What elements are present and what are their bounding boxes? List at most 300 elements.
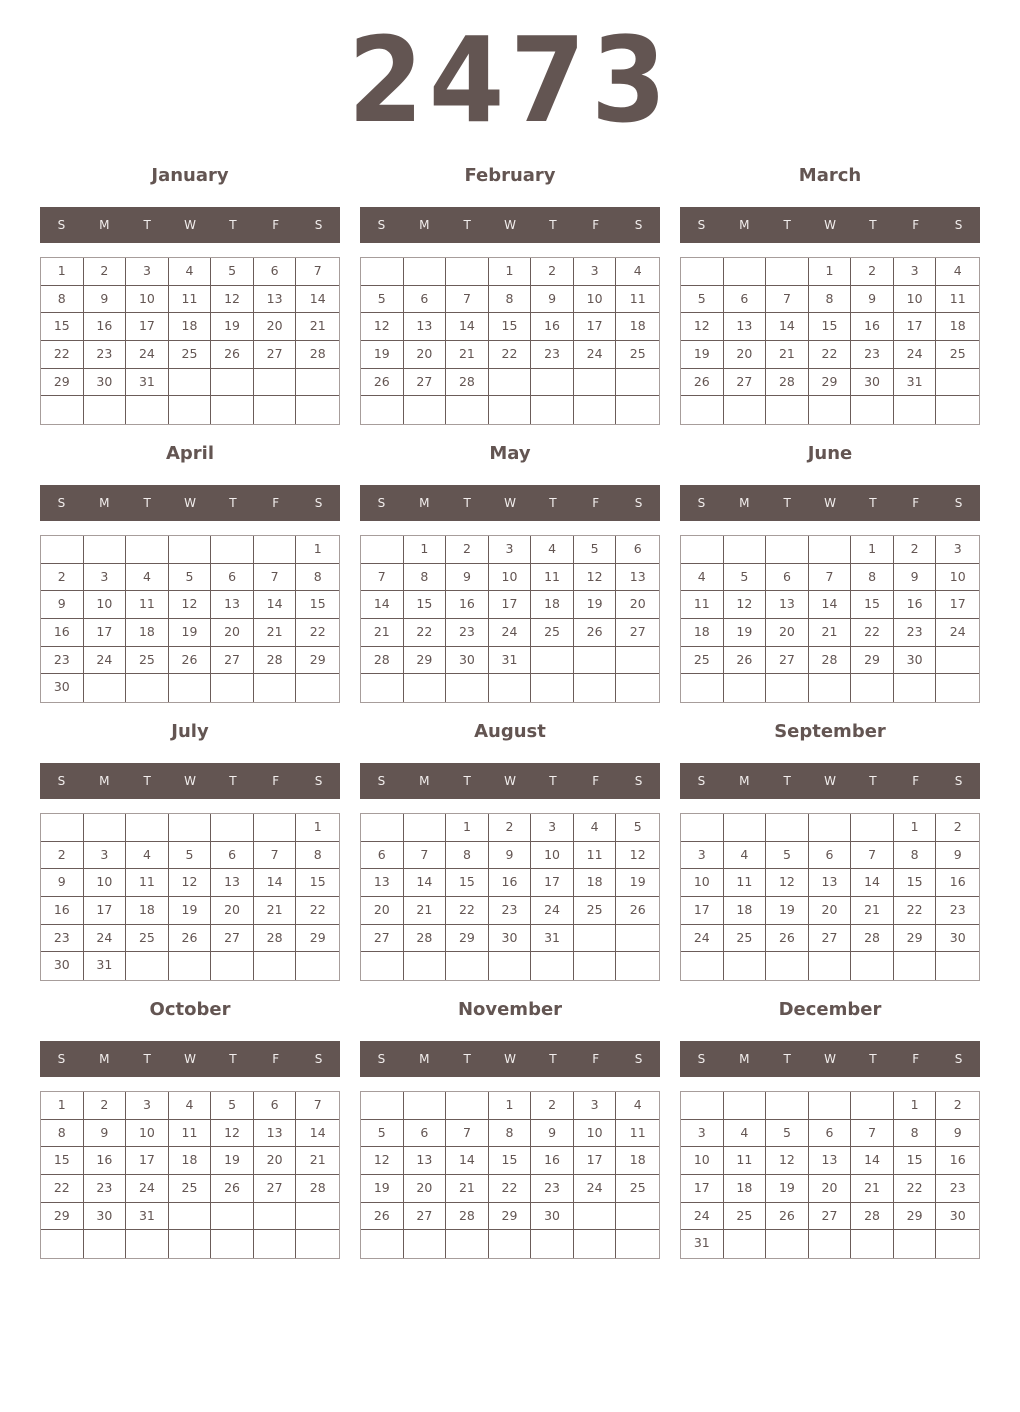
day-cell: 15 [41, 313, 84, 341]
day-cell: 16 [851, 313, 894, 341]
day-cell: 9 [84, 286, 127, 314]
day-cell: 17 [681, 1175, 724, 1203]
day-cell: 8 [41, 286, 84, 314]
weekday-label: S [697, 496, 706, 510]
day-cell [296, 1230, 339, 1258]
day-cell: 26 [211, 1175, 254, 1203]
day-cell: 16 [531, 1147, 574, 1175]
day-cell: 29 [41, 1203, 84, 1231]
weekday-label: F [272, 496, 280, 510]
day-cell [894, 396, 937, 424]
day-cell: 21 [446, 1175, 489, 1203]
day-cell [169, 952, 212, 980]
day-cell: 6 [809, 842, 852, 870]
day-cell [616, 674, 659, 702]
day-cell [894, 674, 937, 702]
day-cell: 11 [169, 286, 212, 314]
day-cell: 6 [616, 536, 659, 564]
day-cell: 8 [446, 842, 489, 870]
weekday-label: T [143, 218, 151, 232]
day-cell: 24 [936, 619, 979, 647]
day-cell: 18 [616, 313, 659, 341]
weekday-label: M [99, 774, 110, 788]
weekday-label: T [869, 218, 877, 232]
weekday-label: T [229, 496, 237, 510]
day-cell: 15 [296, 591, 339, 619]
day-cell [616, 396, 659, 424]
weekday-label: T [463, 496, 471, 510]
day-cell: 21 [361, 619, 404, 647]
day-cell [724, 258, 767, 286]
day-cell [404, 258, 447, 286]
day-cell: 27 [361, 925, 404, 953]
weekday-label: W [184, 774, 196, 788]
day-cell [126, 536, 169, 564]
day-cell: 8 [894, 1120, 937, 1148]
day-cell: 8 [851, 564, 894, 592]
day-cell: 4 [724, 842, 767, 870]
day-cell: 9 [446, 564, 489, 592]
day-cell: 20 [254, 1147, 297, 1175]
month-title: December [778, 999, 882, 1020]
weekday-label: W [824, 218, 836, 232]
day-cell [681, 952, 724, 980]
day-cell: 16 [446, 591, 489, 619]
weekday-label: T [549, 218, 557, 232]
day-cell: 11 [681, 591, 724, 619]
day-cell: 30 [41, 674, 84, 702]
day-grid [360, 813, 660, 981]
day-cell: 12 [361, 313, 404, 341]
day-cell: 7 [446, 286, 489, 314]
day-cell: 20 [404, 1175, 447, 1203]
day-cell [169, 814, 212, 842]
day-cell: 25 [574, 897, 617, 925]
day-cell: 11 [574, 842, 617, 870]
day-cell: 11 [616, 286, 659, 314]
weekday-label: W [184, 1052, 196, 1066]
day-cell: 6 [404, 1120, 447, 1148]
day-cell [724, 1092, 767, 1120]
day-cell: 15 [809, 313, 852, 341]
day-cell [404, 1230, 447, 1258]
day-cell [936, 674, 979, 702]
day-cell: 15 [489, 1147, 532, 1175]
day-cell [766, 536, 809, 564]
day-cell: 24 [681, 1203, 724, 1231]
day-cell [296, 674, 339, 702]
day-grid [360, 257, 660, 425]
day-cell: 7 [296, 1092, 339, 1120]
day-cell: 10 [84, 869, 127, 897]
day-cell: 10 [574, 1120, 617, 1148]
day-cell [766, 1092, 809, 1120]
day-cell: 29 [404, 647, 447, 675]
day-cell: 28 [851, 1203, 894, 1231]
weekday-label: W [824, 1052, 836, 1066]
day-cell: 16 [41, 897, 84, 925]
day-cell: 22 [296, 897, 339, 925]
day-cell: 3 [84, 842, 127, 870]
day-cell: 18 [724, 1175, 767, 1203]
day-cell: 23 [894, 619, 937, 647]
day-cell: 16 [489, 869, 532, 897]
day-cell [724, 1230, 767, 1258]
day-cell: 13 [809, 1147, 852, 1175]
weekday-label: T [549, 496, 557, 510]
day-cell: 26 [681, 369, 724, 397]
weekday-header [680, 207, 980, 243]
day-cell: 17 [126, 1147, 169, 1175]
day-cell [894, 1230, 937, 1258]
day-cell: 16 [41, 619, 84, 647]
day-cell: 13 [724, 313, 767, 341]
day-cell [446, 396, 489, 424]
day-cell: 2 [446, 536, 489, 564]
day-cell: 31 [681, 1230, 724, 1258]
weekday-label: F [592, 218, 600, 232]
day-cell: 4 [574, 814, 617, 842]
day-cell: 6 [404, 286, 447, 314]
day-cell [531, 1230, 574, 1258]
day-cell: 22 [489, 341, 532, 369]
day-cell: 20 [616, 591, 659, 619]
day-cell: 17 [84, 897, 127, 925]
day-cell: 25 [126, 647, 169, 675]
day-cell [724, 952, 767, 980]
day-cell: 28 [404, 925, 447, 953]
weekday-label: S [634, 774, 643, 788]
day-cell [254, 952, 297, 980]
day-cell: 22 [41, 1175, 84, 1203]
day-cell [211, 369, 254, 397]
day-grid [680, 257, 980, 425]
day-cell: 14 [404, 869, 447, 897]
day-cell: 16 [531, 313, 574, 341]
day-cell: 12 [169, 591, 212, 619]
day-cell: 12 [361, 1147, 404, 1175]
day-cell: 17 [574, 1147, 617, 1175]
day-cell: 10 [531, 842, 574, 870]
day-cell: 28 [766, 369, 809, 397]
day-cell: 11 [936, 286, 979, 314]
day-cell: 23 [41, 925, 84, 953]
day-cell [681, 1092, 724, 1120]
day-cell: 5 [724, 564, 767, 592]
day-cell: 24 [84, 647, 127, 675]
day-cell [574, 952, 617, 980]
day-cell: 5 [766, 1120, 809, 1148]
day-cell: 2 [531, 258, 574, 286]
day-cell: 8 [41, 1120, 84, 1148]
day-cell: 8 [296, 842, 339, 870]
day-cell: 1 [41, 1092, 84, 1120]
day-cell: 25 [724, 1203, 767, 1231]
day-cell: 26 [724, 647, 767, 675]
day-cell: 21 [296, 313, 339, 341]
day-cell: 16 [936, 1147, 979, 1175]
day-cell: 4 [531, 536, 574, 564]
month-title: November [457, 999, 563, 1020]
day-cell: 19 [724, 619, 767, 647]
day-cell: 26 [169, 925, 212, 953]
day-cell: 25 [936, 341, 979, 369]
day-cell: 12 [616, 842, 659, 870]
day-cell: 19 [681, 341, 724, 369]
day-cell: 2 [41, 564, 84, 592]
day-cell: 14 [361, 591, 404, 619]
day-cell: 29 [894, 925, 937, 953]
day-cell: 3 [574, 1092, 617, 1120]
day-cell [724, 396, 767, 424]
day-cell [84, 674, 127, 702]
day-cell: 17 [531, 869, 574, 897]
weekday-label: T [463, 1052, 471, 1066]
day-cell: 20 [211, 619, 254, 647]
day-cell: 3 [681, 1120, 724, 1148]
weekday-label: T [143, 496, 151, 510]
day-cell: 22 [41, 341, 84, 369]
day-cell [361, 674, 404, 702]
day-cell: 29 [489, 1203, 532, 1231]
weekday-header [40, 207, 340, 243]
day-cell [211, 1230, 254, 1258]
weekday-label: T [869, 774, 877, 788]
day-cell: 4 [169, 1092, 212, 1120]
day-cell: 17 [84, 619, 127, 647]
day-cell: 14 [296, 1120, 339, 1148]
day-cell [489, 674, 532, 702]
day-cell: 19 [169, 897, 212, 925]
weekday-label: S [314, 496, 323, 510]
weekday-label: W [184, 218, 196, 232]
weekday-label: T [229, 774, 237, 788]
day-cell: 4 [616, 258, 659, 286]
day-cell: 16 [936, 869, 979, 897]
day-cell: 22 [894, 1175, 937, 1203]
day-cell: 21 [404, 897, 447, 925]
day-cell [126, 674, 169, 702]
weekday-label: S [57, 774, 66, 788]
weekday-label: F [272, 218, 280, 232]
day-cell: 21 [446, 341, 489, 369]
weekday-label: M [419, 218, 430, 232]
day-cell [766, 258, 809, 286]
day-cell: 25 [616, 1175, 659, 1203]
day-cell: 19 [211, 313, 254, 341]
day-cell: 11 [724, 1147, 767, 1175]
day-cell: 22 [446, 897, 489, 925]
day-cell: 25 [724, 925, 767, 953]
day-cell: 2 [489, 814, 532, 842]
day-cell: 8 [894, 842, 937, 870]
day-cell: 6 [254, 1092, 297, 1120]
day-cell: 9 [894, 564, 937, 592]
day-cell [84, 396, 127, 424]
day-cell: 20 [766, 619, 809, 647]
day-cell: 21 [766, 341, 809, 369]
day-cell: 17 [489, 591, 532, 619]
day-cell: 19 [766, 897, 809, 925]
day-cell [851, 814, 894, 842]
day-grid [360, 1091, 660, 1259]
day-cell [616, 1203, 659, 1231]
weekday-label: S [377, 496, 386, 510]
day-cell: 9 [531, 286, 574, 314]
weekday-label: M [99, 1052, 110, 1066]
day-cell [169, 536, 212, 564]
weekday-label: S [314, 218, 323, 232]
day-cell [254, 674, 297, 702]
day-cell: 4 [126, 564, 169, 592]
day-cell: 6 [766, 564, 809, 592]
day-cell: 3 [489, 536, 532, 564]
day-grid [40, 535, 340, 703]
day-cell: 21 [851, 1175, 894, 1203]
weekday-label: W [504, 496, 516, 510]
weekday-header [40, 485, 340, 521]
day-cell: 25 [616, 341, 659, 369]
day-cell: 10 [126, 1120, 169, 1148]
day-cell: 13 [211, 591, 254, 619]
day-cell: 1 [41, 258, 84, 286]
day-cell: 6 [361, 842, 404, 870]
day-cell: 23 [446, 619, 489, 647]
day-cell [126, 1230, 169, 1258]
day-cell: 27 [724, 369, 767, 397]
day-cell: 22 [894, 897, 937, 925]
month-title: August [474, 721, 546, 742]
day-cell [296, 1203, 339, 1231]
day-cell: 10 [894, 286, 937, 314]
day-cell [531, 952, 574, 980]
weekday-label: F [912, 496, 920, 510]
day-cell: 3 [126, 1092, 169, 1120]
weekday-label: M [419, 1052, 430, 1066]
day-cell: 28 [296, 341, 339, 369]
day-cell: 26 [616, 897, 659, 925]
day-cell: 4 [126, 842, 169, 870]
day-cell: 7 [851, 842, 894, 870]
day-cell: 23 [41, 647, 84, 675]
day-grid [40, 1091, 340, 1259]
weekday-label: T [783, 774, 791, 788]
weekday-label: S [314, 774, 323, 788]
day-cell: 3 [84, 564, 127, 592]
day-cell: 19 [361, 1175, 404, 1203]
day-cell [936, 647, 979, 675]
day-cell: 13 [254, 1120, 297, 1148]
day-cell: 21 [254, 897, 297, 925]
weekday-label: S [954, 1052, 963, 1066]
day-cell: 28 [361, 647, 404, 675]
day-cell: 18 [681, 619, 724, 647]
day-cell: 9 [851, 286, 894, 314]
day-cell: 14 [446, 313, 489, 341]
day-cell: 2 [936, 1092, 979, 1120]
month-title: October [149, 999, 231, 1020]
day-grid [680, 1091, 980, 1259]
day-cell: 12 [766, 1147, 809, 1175]
day-cell: 18 [126, 897, 169, 925]
day-cell [126, 814, 169, 842]
day-cell: 7 [254, 564, 297, 592]
day-cell [446, 258, 489, 286]
day-cell [681, 814, 724, 842]
day-cell [851, 1230, 894, 1258]
day-cell: 4 [169, 258, 212, 286]
day-cell: 25 [681, 647, 724, 675]
day-cell: 8 [404, 564, 447, 592]
day-cell: 19 [361, 341, 404, 369]
day-cell: 15 [894, 1147, 937, 1175]
day-cell: 24 [126, 1175, 169, 1203]
day-cell [809, 396, 852, 424]
day-cell [361, 814, 404, 842]
weekday-label: F [272, 1052, 280, 1066]
day-grid [40, 813, 340, 981]
day-cell: 7 [296, 258, 339, 286]
day-cell: 10 [84, 591, 127, 619]
day-cell: 21 [809, 619, 852, 647]
day-cell [296, 952, 339, 980]
day-cell: 10 [936, 564, 979, 592]
year-title: 2473 [347, 11, 673, 149]
day-cell [169, 369, 212, 397]
day-cell: 28 [254, 647, 297, 675]
weekday-label: S [377, 1052, 386, 1066]
day-cell: 13 [766, 591, 809, 619]
day-cell [766, 396, 809, 424]
day-cell [809, 1230, 852, 1258]
day-cell [851, 674, 894, 702]
day-cell: 29 [894, 1203, 937, 1231]
day-cell: 18 [126, 619, 169, 647]
day-cell [616, 369, 659, 397]
day-cell: 8 [809, 286, 852, 314]
day-cell: 27 [809, 1203, 852, 1231]
day-cell [41, 536, 84, 564]
day-cell: 27 [254, 341, 297, 369]
weekday-header [40, 763, 340, 799]
day-cell: 19 [616, 869, 659, 897]
day-cell [766, 814, 809, 842]
day-cell: 9 [531, 1120, 574, 1148]
day-cell: 5 [766, 842, 809, 870]
day-cell: 29 [851, 647, 894, 675]
month-title: January [151, 165, 229, 186]
day-cell: 3 [531, 814, 574, 842]
day-cell [84, 536, 127, 564]
day-cell: 5 [211, 258, 254, 286]
day-cell: 30 [936, 925, 979, 953]
day-cell [254, 1203, 297, 1231]
weekday-label: S [57, 496, 66, 510]
weekday-label: S [377, 218, 386, 232]
day-cell [41, 814, 84, 842]
day-cell: 25 [126, 925, 169, 953]
day-cell: 5 [681, 286, 724, 314]
day-cell: 31 [126, 369, 169, 397]
day-cell: 11 [724, 869, 767, 897]
day-cell: 27 [616, 619, 659, 647]
day-cell: 5 [574, 536, 617, 564]
day-cell: 9 [84, 1120, 127, 1148]
month-title: March [798, 165, 862, 186]
day-cell: 1 [489, 258, 532, 286]
day-cell: 24 [84, 925, 127, 953]
day-cell [446, 1092, 489, 1120]
